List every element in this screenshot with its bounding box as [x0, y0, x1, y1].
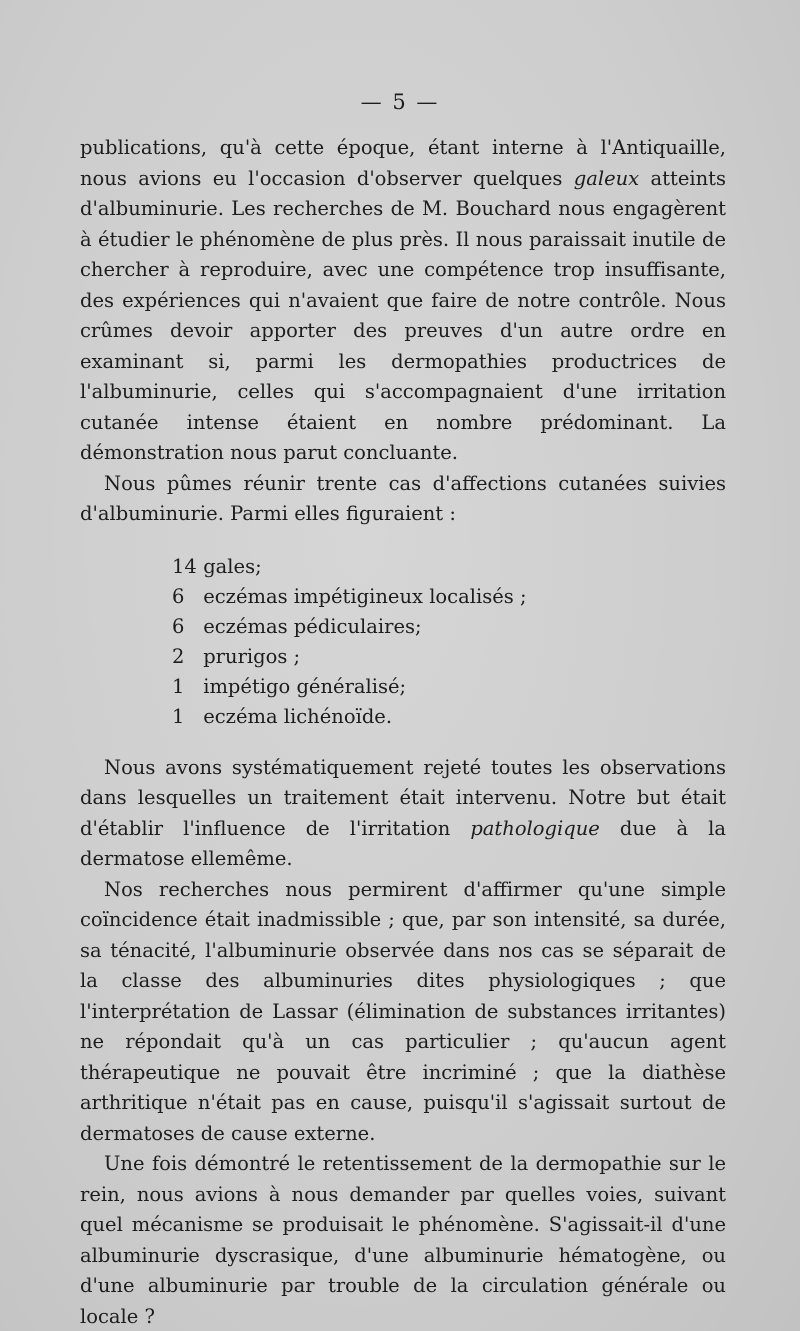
case-list [172, 552, 726, 732]
list-item-label: impétigo généralisé; [203, 674, 407, 698]
page-number: — 5 — [360, 90, 440, 114]
list-item [172, 702, 726, 732]
italic-term-pathologique: pathologique [470, 816, 600, 840]
paragraph-3 [80, 753, 726, 875]
list-item-label: eczéma lichénoïde. [203, 704, 393, 728]
list-item-count: 1 [172, 674, 185, 698]
list-item [172, 582, 726, 612]
paragraph-3-text-a: Nous avons systématiquement rejeté toutes les observations dans lesquelles un traitement était intervenu. Notre but était d'établir l'influence de l'irritation [80, 755, 726, 840]
list-item [172, 672, 726, 702]
list-item [172, 552, 726, 582]
paragraph-1-text-a: publications, qu'à cette époque, étant interne à l'Antiquaille, nous avions eu l'occasion d'observer quelques [80, 136, 726, 190]
paragraph-3-text-b: due à la dermatose ellemême. [80, 816, 726, 870]
list-item-label: gales; [203, 554, 262, 578]
list-item-label: prurigos ; [203, 644, 301, 668]
paragraph-1 [80, 133, 726, 469]
list-item [172, 642, 726, 672]
paragraph-5: Une fois démontré le retentissement de la dermopathie sur le rein, nous avions à nous demander par quelles voies, suivant quel mécanisme se produisait le phénomène. S'agissait-il d'une albuminurie dyscrasique, d'une albuminurie hématogène, ou d'une albuminurie par trouble de la circulation générale ou locale ? [80, 1152, 726, 1328]
list-item-count: 1 [172, 704, 185, 728]
paragraph-4: Nos recherches nous permirent d'affirmer qu'une simple coïncidence était inadmissible ; que, par son intensité, sa durée, sa ténacité, l'albuminurie observée dans nos cas se séparait de la classe des albuminuries dites physiologiques ; que l'interprétation de Lassar (élimination de substances irritantes) ne répondait qu'à un cas particulier ; qu'aucun agent thérapeutique ne pouvait être incriminé ; que la diathèse arthritique n'était pas en cause, puisqu'il s'agissait surtout de dermatoses de cause externe. [80, 877, 726, 1145]
italic-term-galeux: galeux [573, 166, 640, 190]
paragraph-2: Nous pûmes réunir trente cas d'affections cutanées suivies d'albuminurie. Parmi elles figuraient : [80, 471, 726, 525]
list-item-count: 14 [172, 554, 197, 578]
list-item [172, 612, 726, 642]
list-item-count: 2 [172, 644, 185, 668]
list-item-count: 6 [172, 584, 185, 608]
list-item-count: 6 [172, 614, 185, 638]
page-body [80, 133, 726, 1331]
list-item-label: eczémas impétigineux localisés ; [203, 584, 527, 608]
paragraph-1-text-b: atteints d'albuminurie. Les recherches de M. Bouchard nous engagèrent à étudier le phénomène de plus près. Il nous paraissait inutile de chercher à reproduire, avec une compétence trop insuffisante, des expériences qui n'avaient que faire de notre contrôle. Nous crûmes devoir apporter des preuves d'un autre ordre en examinant si, parmi les dermopathies productrices de l'albuminurie, celles qui s'accompagnaient d'une irritation cutanée intense étaient en nombre prédominant. La démonstration nous parut concluante. [80, 166, 726, 464]
list-item-label: eczémas pédiculaires; [203, 614, 422, 638]
